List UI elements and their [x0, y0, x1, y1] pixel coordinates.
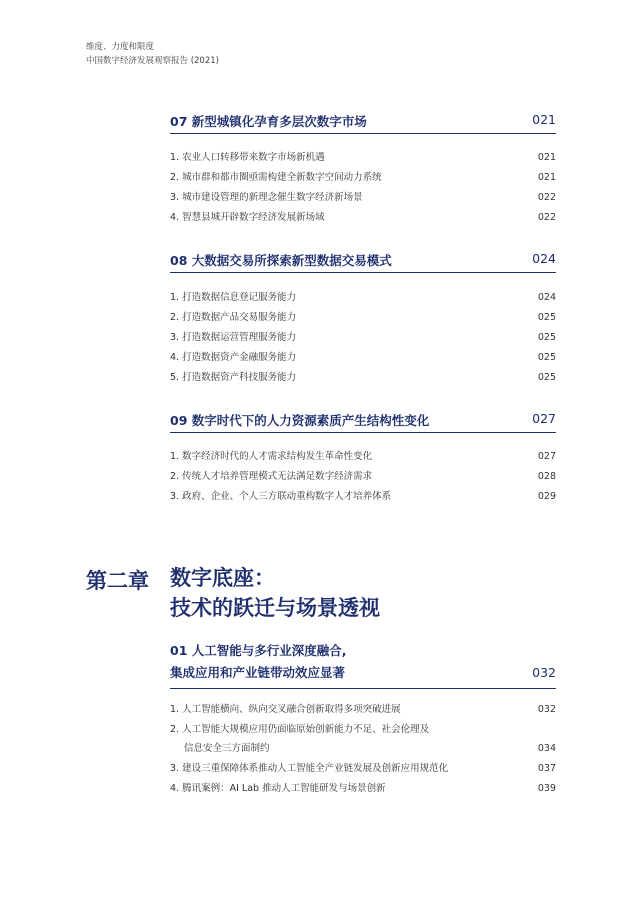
- toc-item[interactable]: [170, 211, 556, 225]
- toc-item-text: 1. 农业人口转移带来数字市场新机遇: [170, 152, 325, 163]
- section-title-line-2: 集成应用和产业链带动效应显著: [170, 665, 346, 680]
- toc-item[interactable]: [170, 311, 556, 325]
- section-divider: [170, 133, 556, 134]
- toc-item-text: 3. 建设三重保障体系推动人工智能全产业链发展及创新应用规范化: [170, 763, 449, 774]
- section-title-text: 09 数字时代下的人力资源素质产生结构性变化: [170, 413, 430, 428]
- toc-item-text: 2. 城市群和都市圈亟需构建全新数字空间动力系统: [170, 172, 382, 183]
- toc-item-text: 4. 腾讯案例：AI Lab 推动人工智能研发与场景创新: [170, 783, 386, 794]
- toc-item-text: 2. 传统人才培养管理模式无法满足数字经济需求: [170, 471, 373, 482]
- toc-item-continued[interactable]: [170, 742, 556, 756]
- toc-section-08-title[interactable]: [170, 251, 556, 269]
- toc-item-page: 025: [537, 332, 556, 343]
- toc-item-page: 028: [537, 471, 556, 482]
- toc-item-page: 037: [537, 763, 556, 774]
- toc-item-text: 4. 打造数据资产金融服务能力: [170, 352, 297, 363]
- section-page-number: 021: [532, 112, 556, 127]
- header-line-2: 中国数字经济发展观察报告 (2021): [86, 56, 219, 66]
- toc-item-page: 022: [537, 192, 556, 203]
- toc-section-09-title[interactable]: [170, 411, 556, 429]
- toc-item-text: 信息安全三方面制约: [184, 743, 270, 754]
- section-divider: [170, 432, 556, 433]
- toc-item-page: 021: [537, 152, 556, 163]
- section-title-line-1: 01 人工智能与多行业深度融合,: [170, 643, 347, 658]
- toc-item-text: 4. 智慧县城开辟数字经济发展新场域: [170, 212, 325, 223]
- toc-item-page: 029: [537, 491, 556, 502]
- toc-item-page: 025: [537, 312, 556, 323]
- toc-item[interactable]: [170, 762, 556, 776]
- section-title-text: 07 新型城镇化孕育多层次数字市场: [170, 114, 367, 129]
- section-page-number: 032: [532, 665, 556, 680]
- toc-item[interactable]: [170, 371, 556, 385]
- running-header: [86, 40, 219, 68]
- toc-item[interactable]: [170, 703, 556, 717]
- toc-item-text: 3. 政府、企业、个人三方联动重构数字人才培养体系: [170, 491, 392, 502]
- toc-item-text: 1. 打造数据信息登记服务能力: [170, 292, 297, 303]
- toc-item-page: 022: [537, 212, 556, 223]
- toc-item-page: 021: [537, 172, 556, 183]
- toc-item-text: 3. 打造数据运营管理服务能力: [170, 332, 297, 343]
- toc-item[interactable]: [170, 351, 556, 365]
- section-divider: [170, 688, 556, 689]
- toc-item-page: 025: [537, 372, 556, 383]
- toc-item-page: 039: [537, 783, 556, 794]
- section-page-number: 027: [532, 411, 556, 426]
- toc-item[interactable]: [170, 723, 556, 737]
- chapter-label: 第二章: [86, 569, 149, 593]
- toc-item-page: 034: [537, 743, 556, 754]
- toc-item-text: 3. 城市建设管理的新理念催生数字经济新场景: [170, 192, 363, 203]
- toc-section-07-title[interactable]: [170, 112, 556, 130]
- toc-item[interactable]: [170, 331, 556, 345]
- chapter-title-line-1: 数字底座：: [170, 566, 275, 590]
- toc-item[interactable]: [170, 470, 556, 484]
- toc-item-page: 025: [537, 352, 556, 363]
- section-title-text: 08 大数据交易所探索新型数据交易模式: [170, 253, 392, 268]
- toc-item-text: 5. 打造数据资产科技服务能力: [170, 372, 297, 383]
- toc-item-page: 024: [537, 292, 556, 303]
- toc-section-01-title[interactable]: [170, 640, 556, 684]
- toc-item-page: 032: [537, 704, 556, 715]
- header-line-1: 维度、力度和限度: [86, 42, 155, 52]
- toc-item-page: 027: [537, 451, 556, 462]
- toc-item[interactable]: [170, 171, 556, 185]
- toc-item[interactable]: [170, 291, 556, 305]
- toc-item-text: 2. 打造数据产品交易服务能力: [170, 312, 297, 323]
- toc-item-text: 2. 人工智能大规模应用仍面临原始创新能力不足、社会伦理及: [170, 724, 430, 735]
- toc-item[interactable]: [170, 191, 556, 205]
- toc-item[interactable]: [170, 782, 556, 796]
- toc-item[interactable]: [170, 490, 556, 504]
- section-page-number: 024: [532, 251, 556, 266]
- section-divider: [170, 272, 556, 273]
- toc-item-text: 1. 人工智能横向、纵向交叉融合创新取得多项突破进展: [170, 704, 401, 715]
- chapter-title-line-2: 技术的跃迁与场景透视: [170, 596, 380, 620]
- toc-item-text: 1. 数字经济时代的人才需求结构发生革命性变化: [170, 451, 373, 462]
- toc-item[interactable]: [170, 450, 556, 464]
- toc-item[interactable]: [170, 151, 556, 165]
